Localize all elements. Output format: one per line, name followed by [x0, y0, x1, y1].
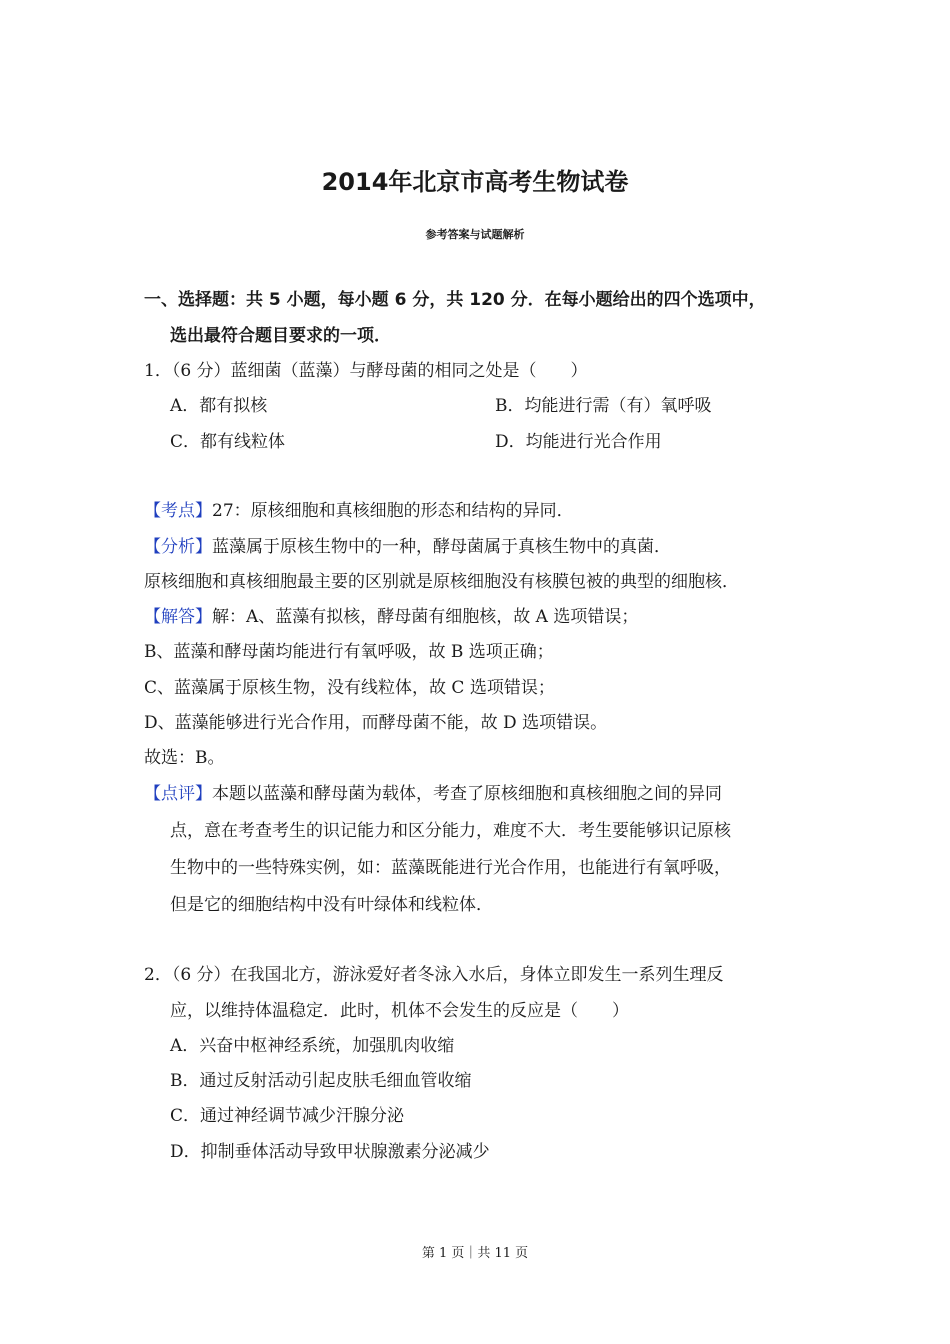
question-2-option-a: A．兴奋中枢神经系统，加强肌肉收缩: [170, 1036, 455, 1056]
kaodian-tag: 【考点】: [144, 501, 212, 521]
q1-fenxi: [144, 535, 671, 559]
question-2-option-c: C．通过神经调节减少汗腺分泌: [170, 1106, 405, 1126]
page-footer: 第 1 页｜共 11 页: [421, 1246, 529, 1261]
question-1-option-a: A．都有拟核: [170, 396, 268, 416]
q1-dianping-line2: 点，意在考查考生的识记能力和区分能力，难度不大．考生要能够识记原核: [170, 821, 731, 841]
section-heading: 一、选择题：共 5 小题，每小题 6 分，共 120 分．在每小题给出的四个选项中，: [144, 290, 766, 310]
q1-jieda-d: D、蓝藻能够进行光合作用，而酵母菌不能，故 D 选项错误。: [144, 713, 608, 733]
dianping-text: 本题以蓝藻和酵母菌为载体，考查了原核细胞和真核细胞之间的异同: [212, 784, 722, 804]
question-1-option-b: B．均能进行需（有）氧呼吸: [495, 396, 712, 416]
q1-dianping: [144, 782, 722, 806]
q1-jieda: [144, 605, 638, 629]
dianping-tag: 【点评】: [144, 784, 212, 804]
section-heading-line2: 选出最符合题目要求的一项．: [170, 326, 391, 346]
question-1-option-d: D．均能进行光合作用: [495, 432, 662, 452]
q1-jieda-b: B、蓝藻和酵母菌均能进行有氧呼吸，故 B 选项正确；: [144, 642, 554, 662]
question-2-option-b: B．通过反射活动引起皮肤毛细血管收缩: [170, 1071, 472, 1091]
q1-kaodian: [144, 499, 574, 523]
question-1-stem: 1．（6 分）蓝细菌（蓝藻）与酵母菌的相同之处是（ ）: [144, 361, 588, 381]
q1-jieda-c: C、蓝藻属于原核生物，没有线粒体，故 C 选项错误；: [144, 678, 555, 698]
question-1-option-c: C．都有线粒体: [170, 432, 286, 452]
page-title: 2014年北京市高考生物试卷: [321, 168, 629, 196]
question-2-stem: 2．（6 分）在我国北方，游泳爱好者冬泳入水后，身体立即发生一系列生理反: [144, 965, 724, 985]
jieda-text: 解：A、蓝藻有拟核，酵母菌有细胞核，故 A 选项错误；: [212, 607, 639, 627]
q1-answer: 故选：B。: [144, 748, 225, 768]
kaodian-text: 27：原核细胞和真核细胞的形态和结构的异同．: [212, 501, 574, 521]
page-subtitle: 参考答案与试题解析: [425, 228, 525, 241]
jieda-tag: 【解答】: [144, 607, 212, 627]
question-2-option-d: D．抑制垂体活动导致甲状腺激素分泌减少: [170, 1142, 490, 1162]
fenxi-tag: 【分析】: [144, 537, 212, 557]
fenxi-text: 蓝藻属于原核生物中的一种，酵母菌属于真核生物中的真菌．: [212, 537, 671, 557]
q1-dianping-line4: 但是它的细胞结构中没有叶绿体和线粒体．: [170, 895, 493, 915]
q1-dianping-line3: 生物中的一些特殊实例，如：蓝藻既能进行光合作用，也能进行有氧呼吸，: [170, 858, 731, 878]
question-2-stem-line2: 应，以维持体温稳定．此时，机体不会发生的反应是（ ）: [170, 1001, 629, 1021]
q1-fenxi-line2: 原核细胞和真核细胞最主要的区别就是原核细胞没有核膜包被的典型的细胞核．: [144, 572, 739, 592]
